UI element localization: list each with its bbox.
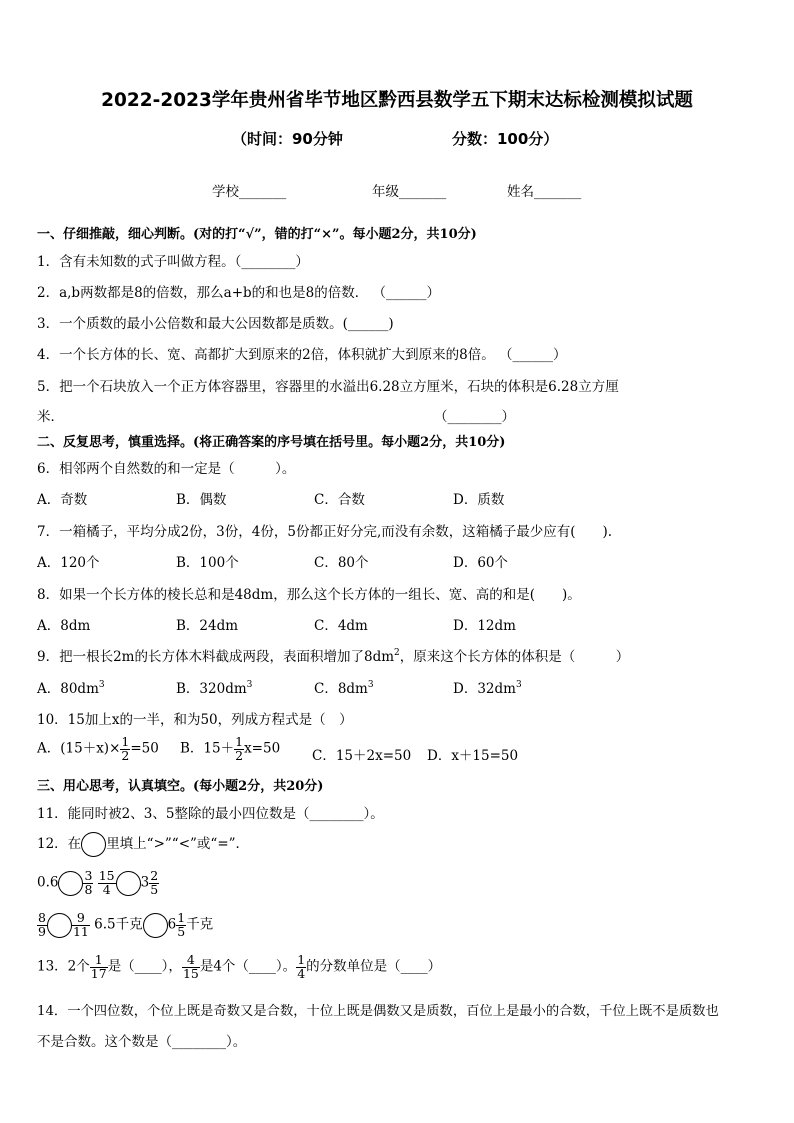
q6-option-a: A．奇数 (37, 492, 88, 508)
compare-circle (116, 871, 141, 896)
question-1: 1．含有未知数的式子叫做方程。（________） (37, 254, 309, 270)
question-8: 8．如果一个长方体的棱长总和是48dm，那么这个长方体的一组长、宽、高的和是( )。 (37, 587, 581, 603)
exam-score: 分数：100分） (452, 130, 559, 148)
q7-option-a: A．120个 (37, 555, 100, 571)
question-3: 3．一个质数的最小公倍数和最大公因数都是质数。(______) (37, 316, 394, 332)
grade-field: 年级_______ (372, 184, 447, 200)
section-1-heading: 一、仔细推敲，细心判断。(对的打“√”，错的打“×”。每小题2分，共10分) (37, 227, 477, 242)
section-2-heading: 二、反复思考，慎重选择。(将正确答案的序号填在括号里。每小题2分，共10分) (37, 435, 506, 450)
q7-option-d: D．60个 (453, 555, 509, 571)
question-5-blank: （________） (434, 409, 515, 425)
question-7: 7．一箱橘子，平均分成2份，3份，4份，5份都正好分完,而没有余数，这箱橘子最少应有( ). (37, 524, 613, 540)
compare-circle (58, 871, 83, 896)
q9-option-d: D．$32dm^3$ (453, 680, 522, 697)
compare-circle (47, 913, 72, 938)
q8-option-b: B．24dm (176, 618, 239, 634)
q9-option-a: A．$80dm^3$ (37, 680, 105, 697)
q10-option-b: B．15＋ $\frac{1}{2}$ x=50 (180, 734, 281, 763)
q7-option-b: B．100个 (176, 555, 239, 571)
q12-row-1: 0.6 $\frac{3}{8}$ $\frac{15}{4}$ 3 $\frac{2}{5}$ (37, 868, 159, 897)
q6-option-b: B．偶数 (176, 492, 227, 508)
q10-option-d: D．x＋15=50 (427, 748, 519, 764)
q10-option-a: A．(15＋x)× $\frac{1}{2}$ =50 (37, 734, 159, 763)
fraction-one-half: $\frac{1}{2}$ (235, 734, 244, 763)
question-14-line1: 14．一个四位数，个位上既是奇数又是合数，十位上既是偶数又是质数，百位上是最小的合数，千位上既不是质数也 (37, 1004, 719, 1019)
question-11: 11．能同时被2、3、5整除的最小四位数是（________）。 (37, 806, 384, 822)
question-10: 10．15加上x的一半，和为50，列成方程式是（ ） (37, 712, 353, 728)
q8-option-d: D．12dm (453, 618, 516, 634)
q10-option-c: C．15＋2x=50 (312, 748, 412, 764)
question-13: 13．2个 $\frac{1}{17}$ 是（____）， $\frac{4}{15}$ 是4个（____）。 $\frac{1}{4}$ 的分数单位是（____） (37, 952, 442, 981)
q6-option-c: C．合数 (314, 492, 365, 508)
question-4: 4．一个长方体的长、宽、高都扩大到原来的2倍，体积就扩大到原来的8倍。 （______） (37, 347, 567, 363)
q8-option-a: A．8dm (37, 618, 91, 634)
compare-circle (81, 832, 106, 857)
q9-option-c: C．$8dm^3$ (314, 680, 374, 697)
question-5-line2: 米． (37, 409, 64, 425)
q7-option-c: C．80个 (314, 555, 369, 571)
q8-option-c: C．4dm (314, 618, 368, 634)
fraction-one-half: $\frac{1}{2}$ (121, 734, 130, 763)
question-9: 9．把一根长2m的长方体木料截成两段，表面积增加了$8dm^2$，原来这个长方体的体积是（ ） (37, 648, 630, 665)
question-5-line1: 5．把一个石块放入一个正方体容器里，容器里的水溢出6.28立方厘米，石块的体积是6.28立方厘 (37, 379, 619, 395)
compare-circle (143, 913, 168, 938)
q12-row-2: $\frac{8}{9}$ $\frac{9}{11}$ 6.5千克 6 $\frac{1}{5}$ 千克 (38, 910, 214, 939)
section-3-heading: 三、用心思考，认真填空。(每小题2分，共20分) (37, 779, 324, 794)
q6-option-d: D．质数 (453, 492, 505, 508)
name-field: 姓名_______ (507, 184, 582, 200)
question-6: 6．相邻两个自然数的和一定是（ ）。 (37, 461, 296, 477)
question-14-line2: 不是合数。这个数是（________）。 (37, 1034, 247, 1050)
q9-option-b: B．$320dm^3$ (176, 680, 253, 697)
question-12: 12．在 里填上“>”“<”或“=”． (37, 832, 249, 857)
page-title: 2022-2023学年贵州省毕节地区黔西县数学五下期末达标检测模拟试题 (101, 90, 693, 111)
exam-time: （时间：90分钟 (232, 130, 343, 148)
question-2: 2．a,b两数都是8的倍数，那么a+b的和也是8的倍数． （______） (37, 285, 441, 301)
school-field: 学校_______ (212, 184, 287, 200)
